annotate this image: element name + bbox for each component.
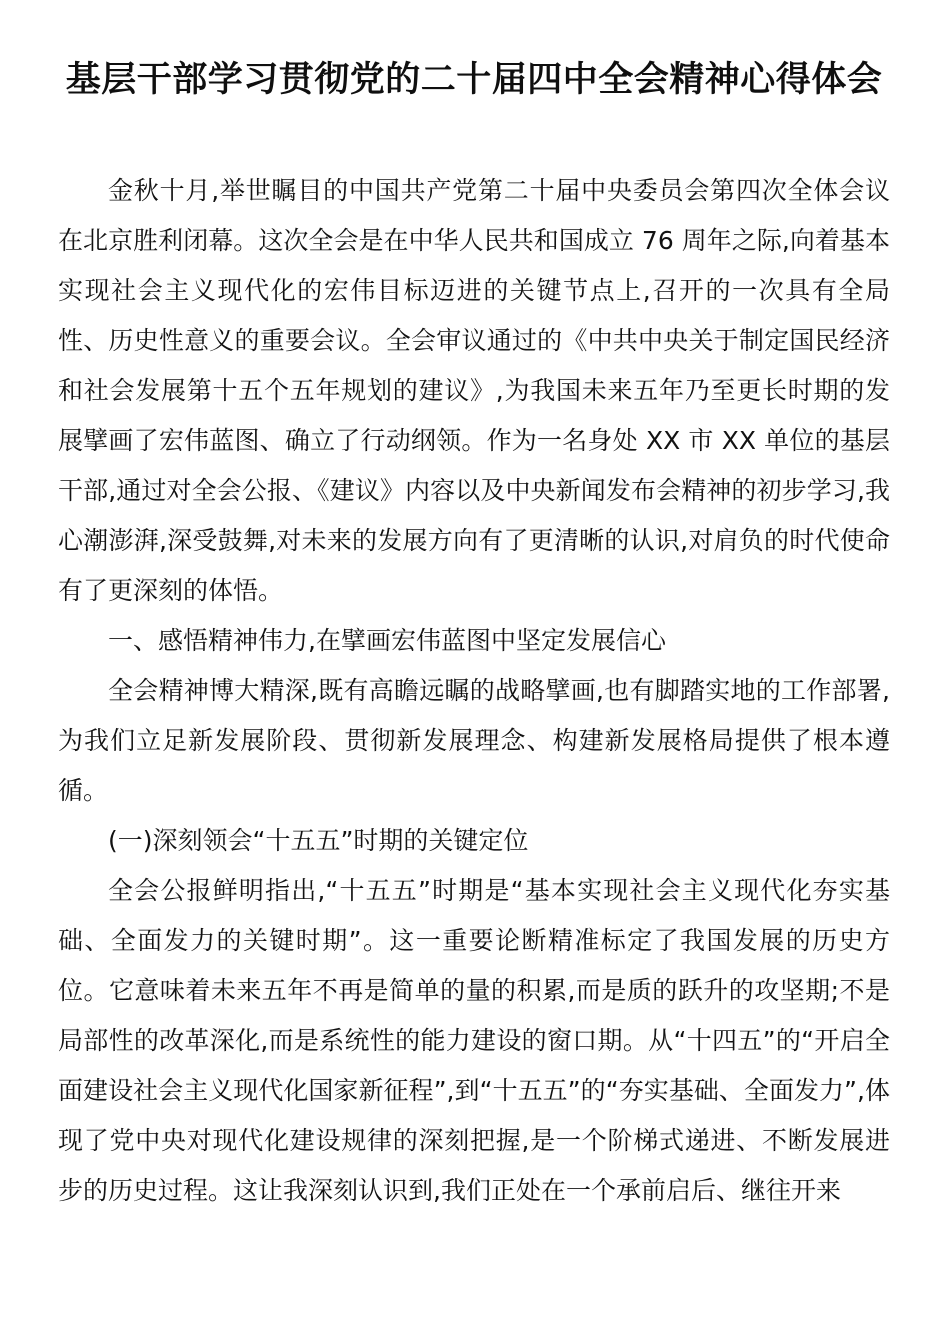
document-title: 基层干部学习贯彻党的二十届四中全会精神心得体会 bbox=[65, 60, 883, 100]
sub-section-heading: (一)深刻领会“十五五”时期的关键定位 bbox=[108, 826, 529, 855]
section-heading: 一、感悟精神伟力,在擘画宏伟蓝图中坚定发展信心 bbox=[108, 626, 666, 655]
paragraph: 全会精神博大精深,既有高瞻远瞩的战略擘画,也有脚踏实地的工作部署,为我们立足新发展阶段、贯彻新发展理念、构建新发展格局提供了根本遵循。 bbox=[58, 676, 890, 805]
paragraph: 全会公报鲜明指出,“十五五”时期是“基本实现社会主义现代化夯实基础、全面发力的关键时期”。这一重要论断精准标定了我国发展的历史方位。它意味着未来五年不再是简单的量的积累,而是质的跃升的攻坚期;不是局部性的改革深化,而是系统性的能力建设的窗口期。从“十四五”的“开启全面建设社会主义现代化国家新征程”,到“十五五”的“夯实基础、全面发力”,体现了党中央对现代化建设规律的深刻把握,是一个阶梯式递进、不断发展进步的历史过程。这让我深刻认识到,我们正处在一个承前启后、继往开来 bbox=[58, 876, 890, 1205]
paragraph: 金秋十月,举世瞩目的中国共产党第二十届中央委员会第四次全体会议在北京胜利闭幕。这次全会是在中华人民共和国成立 76 周年之际,向着基本实现社会主义现代化的宏伟目标迈进的关键节点上,召开的一次具有全局性、历史性意义的重要会议。全会审议通过的《中共中央关于制定国民经济和社会发展第十五个五年规划的建议》,为我国未来五年乃至更长时期的发展擘画了宏伟蓝图、确立了行动纲领。作为一名身处 XX 市 XX 单位的基层干部,通过对全会公报、《建议》内容以及中央新闻发布会精神的初步学习,我心潮澎湃,深受鼓舞,对未来的发展方向有了更清晰的认识,对肩负的时代使命有了更深刻的体悟。 bbox=[58, 176, 890, 605]
document-body bbox=[58, 166, 890, 1216]
